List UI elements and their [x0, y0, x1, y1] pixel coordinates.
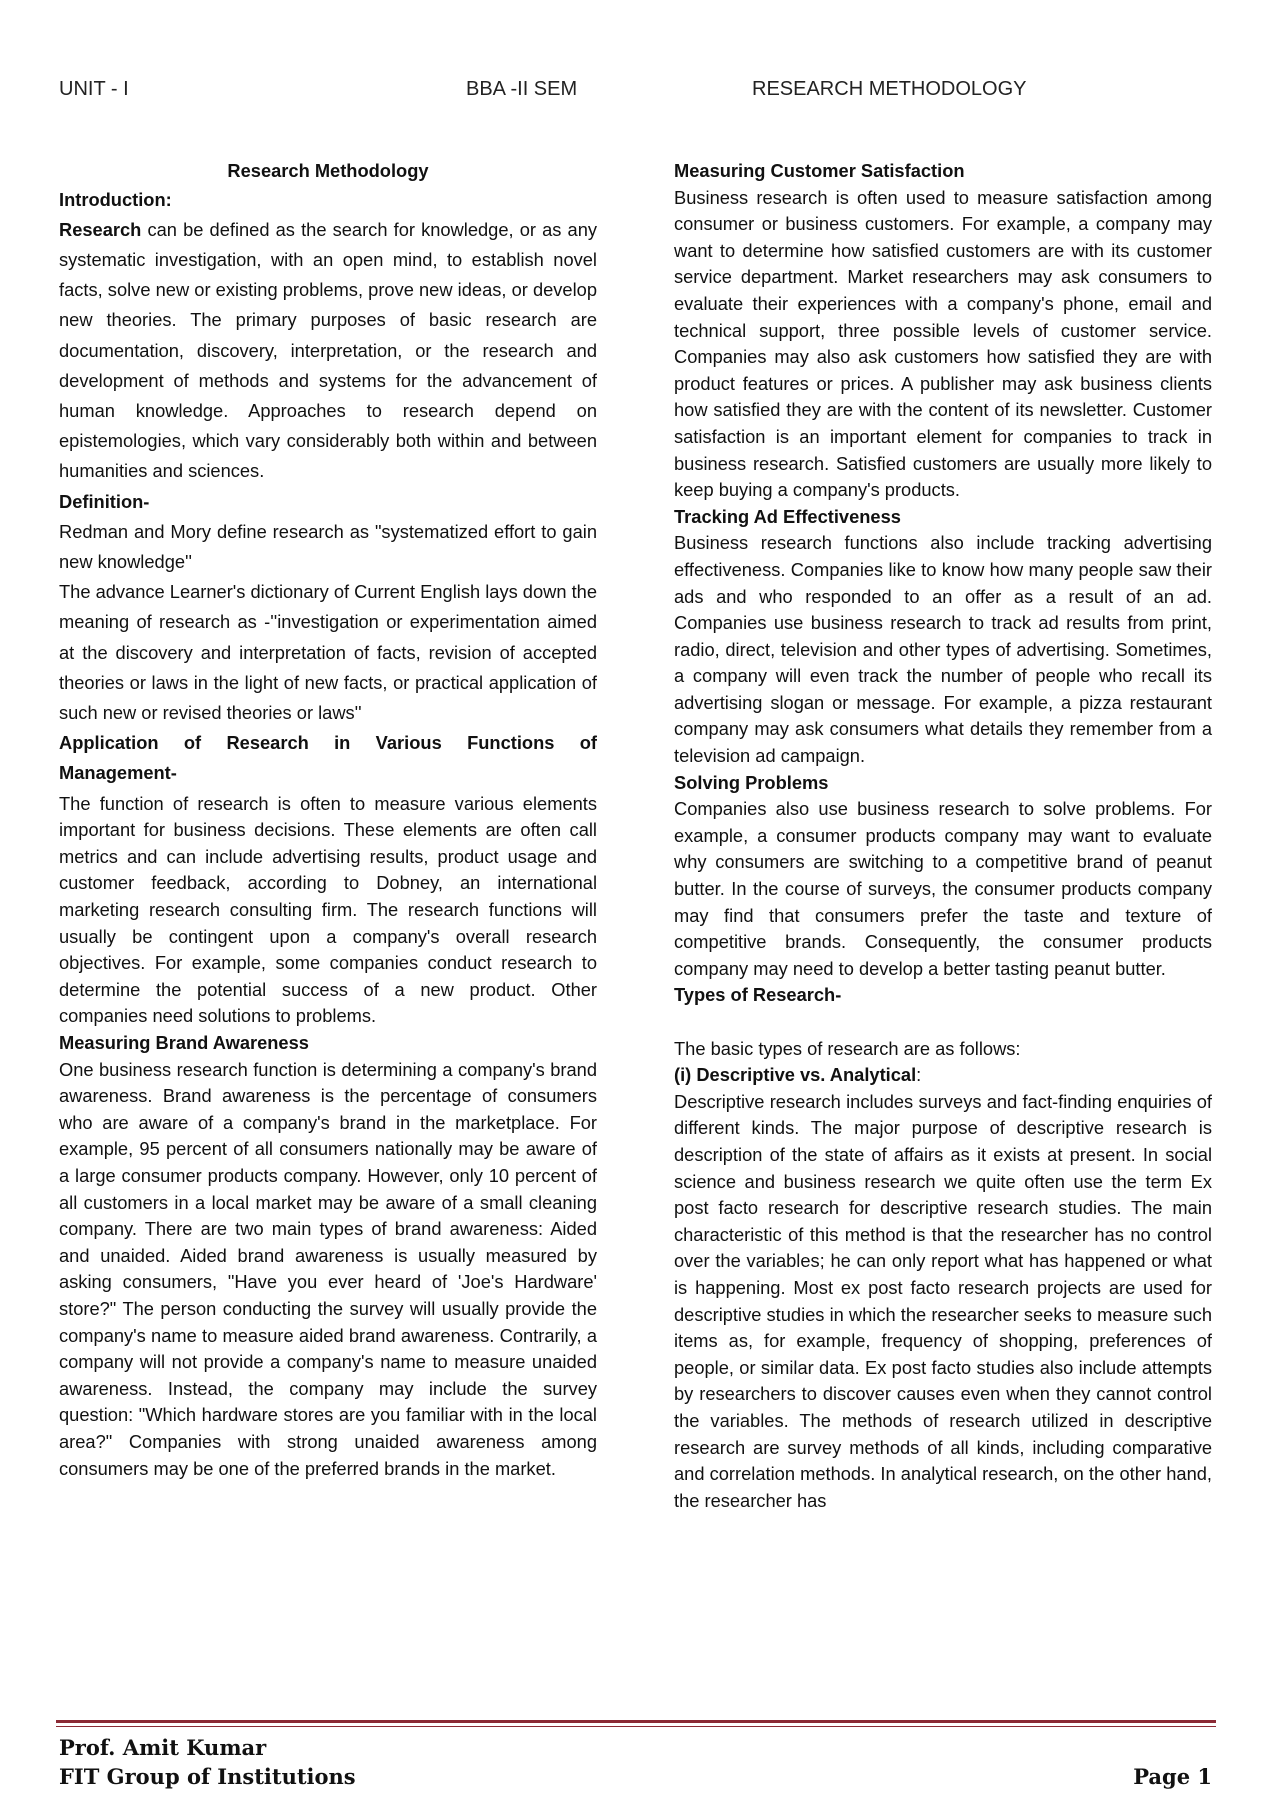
descriptive-heading: (i) Descriptive vs. Analytical	[674, 1064, 917, 1086]
content-columns	[59, 158, 1212, 1514]
application-paragraph: The function of research is often to measure various elements important for business decisions. These elements are often call metrics and can include advertising results, product usage and customer feedback, according to Dobney, an international marketing research consulting firm. The research functions will usually be contingent upon a company's overall research objectives. For example, some companies conduct research to determine the potential success of a new product. Other companies need solutions to problems.	[59, 792, 597, 1027]
intro-lead-word: Research	[59, 218, 142, 240]
satisfaction-heading: Measuring Customer Satisfaction	[674, 160, 965, 181]
definition-heading: Definition-	[59, 490, 150, 512]
right-column	[674, 158, 1212, 1514]
application-heading: Application of Research in Various Functions of Management-	[59, 732, 597, 784]
descriptive-heading-line	[674, 1062, 1212, 1089]
definition-dictionary: The advance Learner's dictionary of Current English lays down the meaning of research as -''investigation or experimentation aimed at the discovery and interpretation of facts, revision of accepted theories or laws in the light of new facts, or practical application of such new or revised theories or laws''	[59, 581, 598, 724]
footer-page-number: Page 1	[1133, 1764, 1212, 1789]
intro-body: can be defined as the search for knowledge, or as any systematic investigation, with an open mind, to establish novel facts, solve new or existing problems, prove new ideas, or develop new theories. The primary purposes of basic research are documentation, discovery, interpretation, or the research and development of methods and systems for the advancement of human knowledge. Approaches to research depend on epistemologies, which vary considerably both within and between humanities and sciences.	[59, 218, 597, 482]
satisfaction-paragraph: Business research is often used to measure satisfaction among consumer or business customers. For example, a company may want to determine how satisfied customers are with its customer service department. Market researchers may ask consumers to evaluate their experiences with a company's phone, email and technical support, three possible levels of customer service. Companies may also ask customers how satisfied they are with product features or prices. A publisher may ask business clients how satisfied they are with the content of its newsletter. Customer satisfaction is an important element for companies to track in business research. Satisfied customers are usually more likely to keep buying a company's products.	[674, 186, 1212, 501]
descriptive-colon: :	[916, 1064, 922, 1086]
types-intro: The basic types of research are as follows:	[674, 1037, 1021, 1059]
footer-rule-thick	[56, 1720, 1216, 1723]
intro-paragraph	[59, 215, 597, 487]
definition-redman: Redman and Mory define research as "systematized effort to gain new knowledge''	[59, 520, 597, 573]
footer-author: Prof. Amit Kumar	[59, 1735, 267, 1760]
ad-heading: Tracking Ad Effectiveness	[674, 505, 901, 527]
problems-heading: Solving Problems	[674, 771, 829, 793]
footer-rule-thin	[56, 1726, 1216, 1727]
descriptive-paragraph: Descriptive research includes surveys and fact-finding enquiries of different kinds. The major purpose of descriptive research is description of the state of affairs as it exists at present. In social science and business research we quite often use the term Ex post facto research for descriptive research studies. The main characteristic of this method is that the researcher has no control over the variables; he can only report what has happened or what is happening. Most ex post facto research projects are used for descriptive studies in which the researcher seeks to measure such items as, for example, frequency of shopping, preferences of people, or similar data. Ex post facto studies also include attempts by researchers to discover causes even when they cannot control the variables. The methods of research utilized in descriptive research are survey methods of all kinds, including comparative and correlation methods. In analytical research, on the other hand, the researcher has	[674, 1090, 1212, 1511]
page-title: Research Methodology	[227, 160, 429, 181]
header-course: BBA -II SEM	[466, 78, 578, 100]
header-unit: UNIT - I	[59, 78, 129, 100]
intro-heading: Introduction:	[59, 188, 172, 210]
footer-institution: FIT Group of Institutions	[59, 1764, 356, 1789]
brand-paragraph: One business research function is determining a company's brand awareness. Brand awareness is the percentage of consumers who are aware of a company's brand in the marketplace. For example, 95 percent of all consumers nationally may be aware of a large consumer products company. However, only 10 percent of all customers in a local market may be aware of a small cleaning company. There are two main types of brand awareness: Aided and unaided. Aided brand awareness is usually measured by asking consumers, "Have you ever heard of 'Joe's Hardware' store?" The person conducting the survey will usually provide the company's name to measure aided brand awareness. Contrarily, a company will not provide a company's name to measure unaided awareness. Instead, the company may include the survey question: "Which hardware stores are you familiar with in the local area?" Companies with strong unaided awareness among consumers may be one of the preferred brands in the market.	[59, 1058, 597, 1479]
types-heading: Types of Research-	[674, 984, 842, 1006]
problems-paragraph: Companies also use business research to solve problems. For example, a consumer products company may want to evaluate why consumers are switching to a competitive brand of peanut butter. In the course of surveys, the consumer products company may find that consumers prefer the taste and texture of competitive brands. Consequently, the consumer products company may need to develop a better tasting peanut butter.	[674, 798, 1212, 979]
left-column	[59, 158, 597, 1514]
header-subject: RESEARCH METHODOLOGY	[752, 78, 1027, 100]
ad-paragraph: Business research functions also include tracking advertising effectiveness. Companies like to know how many people saw their ads and who responded to an offer as a result of an ad. Companies use business research to track ad results from print, radio, direct, television and other types of advertising. Sometimes, a company will even track the number of people who recall its advertising slogan or message. For example, a pizza restaurant company may ask consumers what details they remember from a television ad campaign.	[674, 532, 1212, 767]
brand-heading: Measuring Brand Awareness	[59, 1032, 309, 1053]
